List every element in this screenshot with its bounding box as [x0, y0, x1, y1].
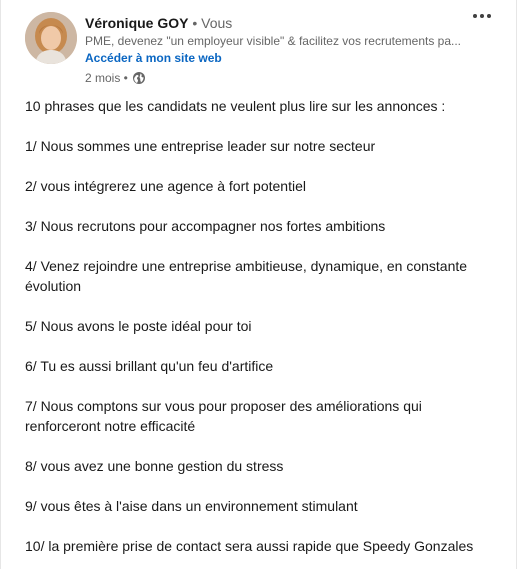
- author-name[interactable]: Véronique GOY: [85, 15, 189, 31]
- post-header: [25, 12, 485, 86]
- post-line-3: 3/ Nous recrutons pour accompagner nos fortes ambitions: [25, 218, 386, 234]
- more-options-button[interactable]: [470, 6, 494, 26]
- post-line-9: 9/ vous êtes à l'aise dans un environnement stimulant: [25, 498, 358, 514]
- website-link[interactable]: Accéder à mon site web: [85, 51, 222, 65]
- post-line-10: 10/ la première prise de contact sera aussi rapide que Speedy Gonzales: [25, 538, 474, 554]
- avatar[interactable]: [25, 12, 77, 64]
- relation-label: • Vous: [192, 15, 233, 31]
- post-line-4: 4/ Venez rejoindre une entreprise ambitieuse, dynamique, en constante évolution: [25, 258, 468, 294]
- post-body: [25, 96, 495, 576]
- post-timestamp-row: [85, 70, 485, 86]
- author-meta: [85, 14, 485, 86]
- post-line-7: 7/ Nous comptons sur vous pour proposer des améliorations qui renforceront notre efficacité: [25, 398, 422, 434]
- more-options-icon-dot: [473, 14, 477, 18]
- more-options-icon-dot: [480, 14, 484, 18]
- post-line-6: 6/ Tu es aussi brillant qu'un feu d'artifice: [25, 358, 274, 374]
- avatar-photo: [25, 12, 77, 64]
- post-timestamp: 2 mois •: [85, 71, 128, 85]
- post-intro: 10 phrases que les candidats ne veulent plus lire sur les annonces :: [25, 98, 446, 114]
- post-line-5: 5/ Nous avons le poste idéal pour toi: [25, 318, 252, 334]
- globe-icon: [132, 71, 146, 85]
- author-headline: PME, devenez "un employeur visible" & facilitez vos recrutements pa...: [85, 34, 462, 48]
- author-name-row: [85, 14, 485, 32]
- post-line-2: 2/ vous intégrerez une agence à fort potentiel: [25, 178, 306, 194]
- more-options-icon-dot: [487, 14, 491, 18]
- post-line-1: 1/ Nous sommes une entreprise leader sur notre secteur: [25, 138, 376, 154]
- post-line-8: 8/ vous avez une bonne gestion du stress: [25, 458, 284, 474]
